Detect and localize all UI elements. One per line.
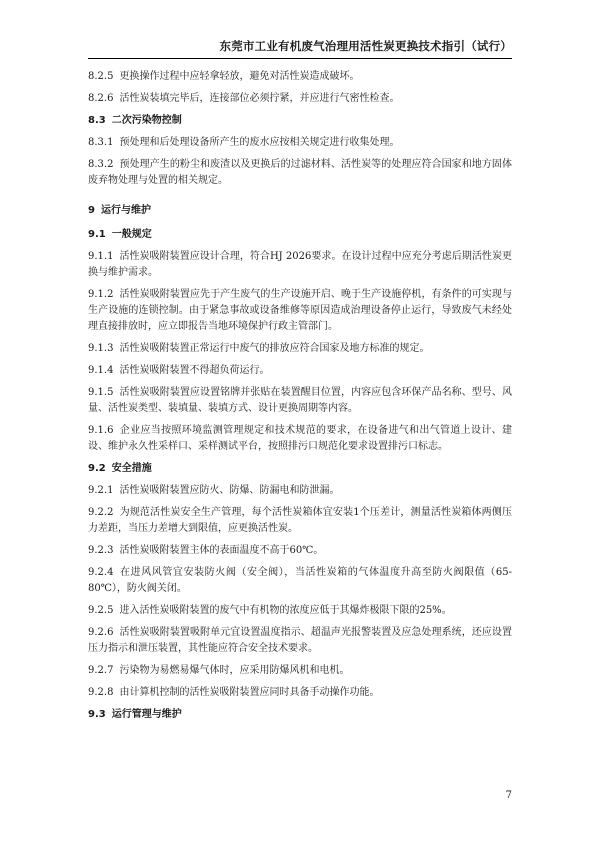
clause-number: 9.2.2	[88, 507, 114, 518]
clause-paragraph	[88, 287, 512, 335]
clause-text: 一般规定	[111, 229, 152, 240]
clause-text: 活性炭吸附装置应设置铭牌并张贴在装置醒目位置，内容应包含环保产品名称、型号、风量、活性炭类型、装填量、装填方式、设计更换周期等内容。	[88, 387, 512, 414]
clause-number: 9.1.3	[88, 343, 114, 354]
clause-paragraph	[88, 363, 512, 379]
clause-number: 8.3.2	[88, 159, 114, 170]
clause-paragraph	[88, 625, 512, 657]
clause-number: 8.2.5	[88, 71, 114, 82]
clause-number: 9.1.4	[88, 365, 114, 376]
clause-number: 9.1	[88, 229, 106, 240]
clause-text: 为规范活性炭安全生产管理，每个活性炭箱体宜安装1个压差计，测量活性炭箱体两侧压力差距，当压力差增大到限值，应更换活性炭。	[88, 507, 512, 534]
section-heading	[88, 203, 512, 219]
clause-number: 9.2.4	[88, 567, 114, 578]
clause-paragraph	[88, 423, 512, 455]
clause-text: 预处理产生的粉尘和废渣以及更换后的过滤材料、活性炭等的处理应符合国家和地方固体废弃物处理与处置的相关规定。	[88, 159, 512, 186]
clause-text: 活性炭吸附装置应设计合理，符合HJ 2026要求。在设计过程中应充分考虑后期活性炭更换与维护需求。	[88, 251, 512, 278]
clause-number: 9.2.6	[88, 627, 114, 638]
header-divider	[88, 58, 512, 59]
clause-paragraph	[88, 603, 512, 619]
clause-text: 更换操作过程中应轻拿轻放，避免对活性炭造成破坏。	[119, 71, 360, 82]
clause-text: 活性炭吸附装置不得超负荷运行。	[119, 365, 270, 376]
clause-number: 9.2	[88, 463, 106, 474]
clause-number: 9.2.3	[88, 545, 114, 556]
clause-text: 活性炭吸附装置主体的表面温度不高于60℃。	[119, 545, 324, 556]
clause-text: 活性炭吸附装置应先于产生废气的生产设施开启、晚于生产设施停机，有条件的可实现与生产设施的连锁控制。由于紧急事故或设备维修等原因造成治理设备停止运行，导致废气未经处理直接排放时，应立即报告当地环境保护行政主管部门。	[88, 289, 512, 332]
clause-number: 8.3.1	[88, 137, 114, 148]
clause-text: 运行管理与维护	[111, 709, 182, 720]
clause-number: 8.2.6	[88, 93, 114, 104]
subsection-heading	[88, 113, 512, 129]
clause-number: 8.3	[88, 115, 106, 126]
clause-paragraph	[88, 543, 512, 559]
subsection-heading	[88, 227, 512, 243]
subsection-heading	[88, 707, 512, 723]
clause-paragraph	[88, 685, 512, 701]
clause-paragraph	[88, 135, 512, 151]
document-header-title: 东莞市工业有机废气治理用活性炭更换技术指引（试行）	[219, 39, 512, 53]
clause-number: 9.1.2	[88, 289, 114, 300]
clause-text: 由计算机控制的活性炭吸附装置应同时具备手动操作功能。	[119, 687, 380, 698]
clause-number: 9.3	[88, 709, 106, 720]
clause-paragraph	[88, 483, 512, 499]
clause-paragraph	[88, 385, 512, 417]
clause-number: 9.1.5	[88, 387, 114, 398]
clause-paragraph	[88, 249, 512, 281]
clause-text: 活性炭吸附装置应防火、防爆、防漏电和防泄漏。	[119, 485, 340, 496]
clause-text: 污染物为易燃易爆气体时，应采用防爆风机和电机。	[119, 665, 350, 676]
document-body	[88, 69, 512, 729]
clause-text: 企业应当按照环境监测管理规定和技术规范的要求，在设备进气和出气管道上设计、建设、维护永久性采样口、采样测试平台，按照排污口规范化要求设置排污口标志。	[88, 425, 512, 452]
clause-paragraph	[88, 69, 512, 85]
clause-text: 在进风风管宜安装防火阀（安全阀），当活性炭箱的气体温度升高至防火阀限值（65-80℃），防火阀关闭。	[88, 567, 512, 594]
clause-number: 9	[88, 205, 95, 216]
clause-text: 活性炭吸附装置吸附单元宜设置温度指示、超温声光报警装置及应急处理系统，还应设置压力指示和泄压装置，其性能应符合安全技术要求。	[88, 627, 512, 654]
clause-number: 9.2.1	[88, 485, 114, 496]
clause-text: 活性炭吸附装置正常运行中废气的排放应符合国家及地方标准的规定。	[119, 343, 430, 354]
clause-paragraph	[88, 565, 512, 597]
clause-text: 二次污染物控制	[111, 115, 182, 126]
clause-number: 9.2.7	[88, 665, 114, 676]
clause-paragraph	[88, 505, 512, 537]
clause-number: 9.2.5	[88, 605, 114, 616]
clause-text: 进入活性炭吸附装置的废气中有机物的浓度应低于其爆炸极限下限的25%。	[119, 605, 452, 616]
clause-paragraph	[88, 91, 512, 107]
clause-number: 9.1.6	[88, 425, 114, 436]
page-number: 7	[505, 790, 512, 801]
clause-text: 安全措施	[111, 463, 152, 474]
clause-paragraph	[88, 663, 512, 679]
clause-text: 预处理和后处理设备所产生的废水应按相关规定进行收集处理。	[119, 137, 400, 148]
clause-text: 活性炭装填完毕后，连接部位必须拧紧，并应进行气密性检查。	[119, 93, 400, 104]
subsection-heading	[88, 461, 512, 477]
clause-number: 9.1.1	[88, 251, 114, 262]
clause-text: 运行与维护	[100, 205, 151, 216]
clause-paragraph	[88, 341, 512, 357]
clause-paragraph	[88, 157, 512, 189]
clause-number: 9.2.8	[88, 687, 114, 698]
